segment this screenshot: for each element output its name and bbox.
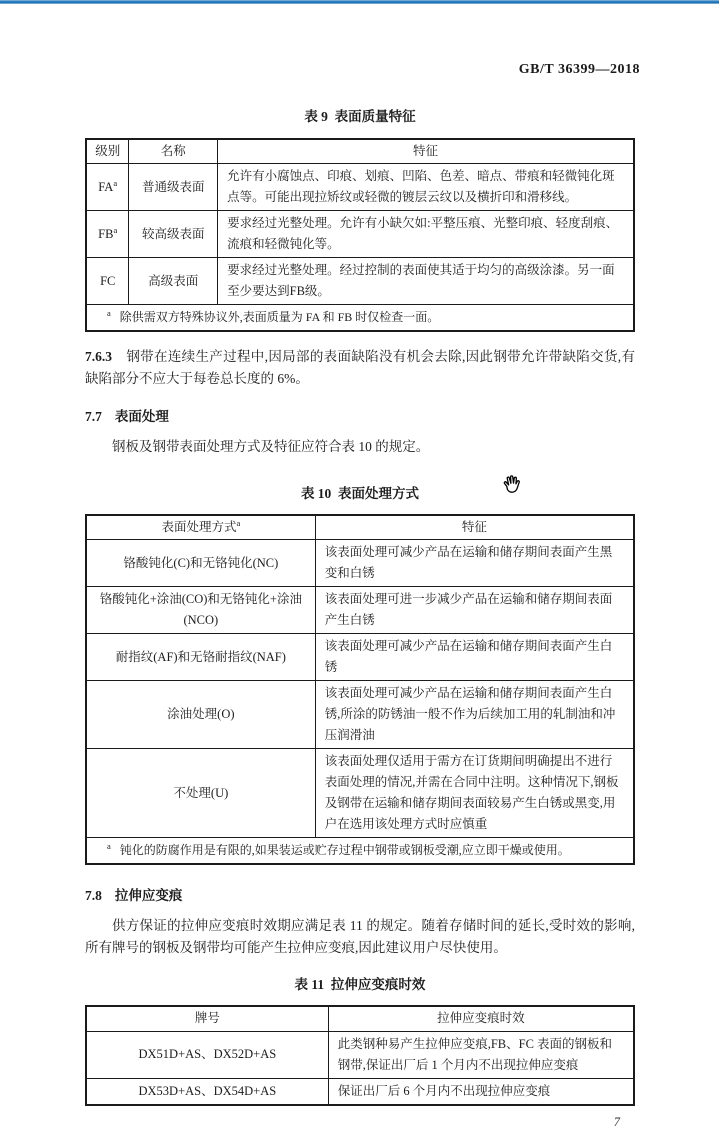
section-text: 钢带在连续生产过程中,因局部的表面缺陷没有机会去除,因此钢带允许带缺陷交货,有缺陷部分不应大于每卷总长度的 6%。 (85, 349, 635, 386)
table9-col-grade: 级别 (86, 139, 129, 164)
table9-col-feature: 特征 (218, 139, 634, 164)
page-content (85, 0, 635, 1130)
method-cell: 涂油处理(O) (86, 681, 315, 749)
section-number: 7.8 (85, 888, 102, 903)
table-row (86, 681, 634, 749)
table9-footnote-row (86, 305, 634, 332)
section-7-6-3 (85, 346, 635, 390)
feature-cell: 该表面处理可减少产品在运输和储存期间表面产生白锈 (315, 634, 634, 681)
aging-cell: 保证出厂后 6 个月内不出现拉伸应变痕 (328, 1078, 634, 1105)
table10-col-method: 表面处理方式$^a$ (86, 515, 315, 540)
section-7-7-heading (85, 405, 635, 425)
table11-col-grade: 牌号 (86, 1006, 328, 1031)
table-11 (85, 1005, 635, 1106)
table-row (86, 749, 634, 838)
method-cell: 铬酸钝化+涂油(CO)和无铬钝化+涂油(NCO) (86, 587, 315, 634)
table11-title: 表 11 拉伸应变痕时效 (294, 977, 426, 992)
grade-cell: FC (86, 258, 129, 305)
grade-cell: $FB^a$ (86, 211, 129, 258)
table11-col-aging: 拉伸应变痕时效 (328, 1006, 634, 1031)
method-cell: 不处理(U) (86, 749, 315, 838)
table9-col-name: 名称 (129, 139, 218, 164)
aging-cell: 此类钢种易产生拉伸应变痕,FB、FC 表面的钢板和钢带,保证出厂后 1 个月内不出现拉伸应变痕 (328, 1031, 634, 1078)
feature-cell: 该表面处理可减少产品在运输和储存期间表面产生黑变和白锈 (315, 540, 634, 587)
table-row (86, 540, 634, 587)
feature-cell: 要求经过光整处理。经过控制的表面使其适于均匀的高级涂漆。另一面至少要达到FB级。 (218, 258, 634, 305)
name-cell: 较高级表面 (129, 211, 218, 258)
section-7-8-heading (85, 884, 635, 904)
name-cell: 高级表面 (129, 258, 218, 305)
feature-cell: 该表面处理可减少产品在运输和储存期间表面产生白锈,所涂的防锈油一般不作为后续加工用的轧制油和冲压润滑油 (315, 681, 634, 749)
name-cell: 普通级表面 (129, 164, 218, 211)
grade-cell: DX51D+AS、DX52D+AS (86, 1031, 328, 1078)
section-7-8-text: 供方保证的拉伸应变痕时效期应满足表 11 的规定。随着存储时间的延长,受时效的影响,所有牌号的钢板及钢带均可能产生拉伸应变痕,因此建议用户尽快使用。 (85, 918, 635, 955)
table-row (86, 1078, 634, 1105)
table9-title: 表 9 表面质量特征 (304, 109, 416, 124)
table-row (86, 164, 634, 211)
grade-cell: DX53D+AS、DX54D+AS (86, 1078, 328, 1105)
method-cell: 铬酸钝化(C)和无铬钝化(NC) (86, 540, 315, 587)
table-row (86, 211, 634, 258)
page-number: 7 (613, 1114, 620, 1129)
feature-cell: 该表面处理可进一步减少产品在运输和储存期间表面产生白锈 (315, 587, 634, 634)
table-row (86, 258, 634, 305)
table-row (86, 1031, 634, 1078)
table9-header-row (86, 139, 634, 164)
section-number: 7.6.3 (85, 349, 112, 364)
feature-cell: 该表面处理仅适用于需方在订货期间明确提出不进行表面处理的情况,并需在合同中注明。这种情况下,钢板及钢带在运输和储存期间表面较易产生白锈或黑变,用户在选用该处理方式时应慎重 (315, 749, 634, 838)
table10-title: 表 10 表面处理方式 (300, 486, 420, 501)
table-9 (85, 138, 635, 332)
grab-hand-cursor-icon (497, 470, 526, 499)
section-number: 7.7 (85, 409, 102, 424)
table10-col-feature: 特征 (315, 515, 634, 540)
table-row (86, 587, 634, 634)
table10-header-row (86, 515, 634, 540)
section-title: 拉伸应变痕 (114, 888, 183, 903)
table-row (86, 634, 634, 681)
standard-number: GB/T 36399—2018 (518, 62, 640, 77)
table11-header-row (86, 1006, 634, 1031)
section-7-7-text: 钢板及钢带表面处理方式及特征应符合表 10 的规定。 (112, 439, 430, 454)
feature-cell: 允许有小腐蚀点、印痕、划痕、凹陷、色差、暗点、带痕和轻微钝化斑点等。可能出现拉矫纹或轻微的镀层云纹以及横折印和滑移线。 (218, 164, 634, 211)
grade-cell: $FA^a$ (86, 164, 129, 211)
section-title: 表面处理 (114, 409, 169, 424)
table-10 (85, 514, 635, 865)
table10-footnote-row (86, 838, 634, 865)
method-cell: 耐指纹(AF)和无铬耐指纹(NAF) (86, 634, 315, 681)
feature-cell: 要求经过光整处理。允许有小缺欠如:平整压痕、光整印痕、轻度刮痕、流痕和轻微钝化等。 (218, 211, 634, 258)
table10-footnote: $^a$ 钝化的防腐作用是有限的,如果装运或贮存过程中钢带或钢板受潮,应立即干燥或使用。 (86, 838, 634, 865)
table9-footnote: $^a$ 除供需双方特殊协议外,表面质量为 FA 和 FB 时仅检查一面。 (86, 305, 634, 332)
